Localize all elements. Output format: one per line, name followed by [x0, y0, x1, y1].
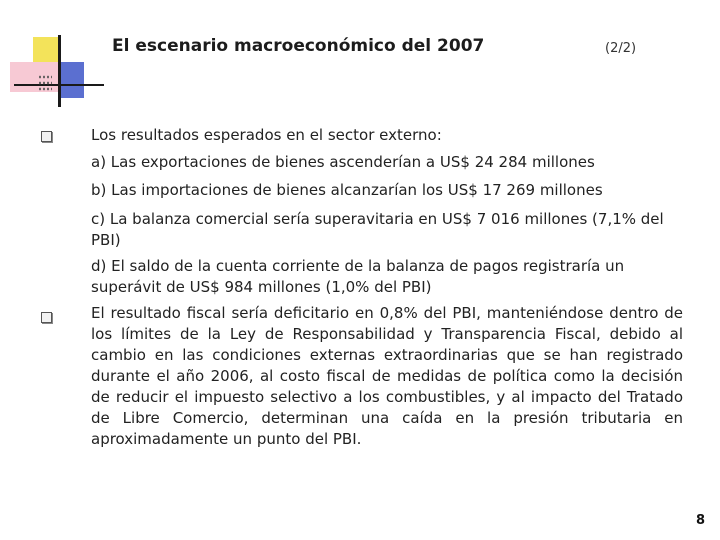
- decorative-horizontal-line: [14, 84, 104, 86]
- decorative-yellow-square: [33, 37, 61, 65]
- slide-part-indicator: (2/2): [605, 41, 637, 56]
- decorative-dots: [38, 74, 52, 92]
- list-item-exports: a) Las exportaciones de bienes ascenderían a US$ 24 284 millones: [91, 153, 595, 171]
- list-item-current-account: d) El saldo de la cuenta corriente de la balanza de pagos registraría un superávit de US$ 984 millones (1,0% del PBI): [91, 257, 625, 296]
- decorative-vertical-line: [58, 35, 61, 107]
- decorative-blue-square: [60, 62, 84, 98]
- external-sector-intro: Los resultados esperados en el sector externo:: [91, 126, 442, 144]
- list-item-imports: b) Las importaciones de bienes alcanzarían los US$ 17 269 millones: [91, 181, 603, 199]
- square-bullet-icon: [41, 131, 52, 142]
- slide-title: El escenario macroeconómico del 2007: [112, 36, 485, 56]
- page-number: 8: [695, 513, 705, 528]
- square-bullet-icon: [41, 312, 52, 323]
- fiscal-result-paragraph: El resultado fiscal sería deficitario en 0,8% del PBI, manteniéndose dentro de los límites de la Ley de Responsabilidad y Transparencia Fiscal, debido al cambio en las condiciones externas extraordinarias que se han registrado durante el año 2006, al costo fiscal de medidas de política como la decisión de reducir el impuesto selectivo a los combustibles, y al impacto del Tratado de Libre Comercio, determinan una caída en la presión tributaria en aproximadamente un punto del PBI.: [91, 304, 683, 448]
- list-item-trade-balance: c) La balanza comercial sería superavitaria en US$ 7 016 millones (7,1% del PBI): [91, 210, 664, 249]
